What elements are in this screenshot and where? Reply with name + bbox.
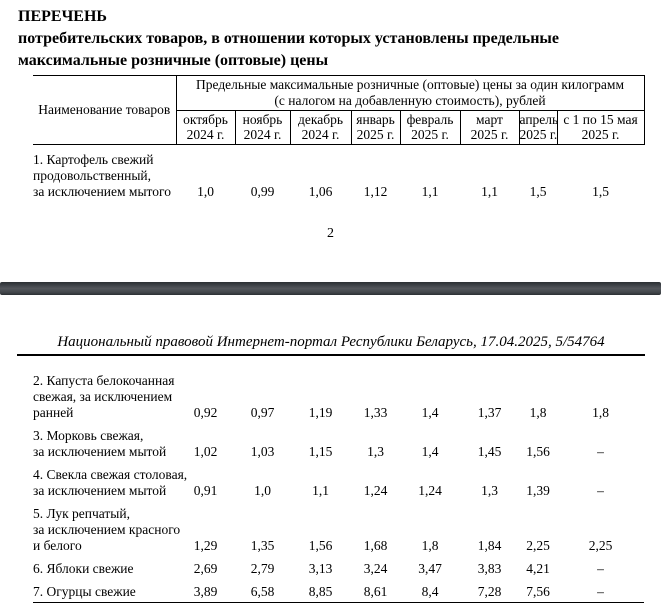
product-name-cell: 2. Капуста белокочанная свежая, за исключением ранней: [33, 373, 175, 420]
price-cell: 8,4: [400, 577, 460, 603]
price-cell: 1,0: [254, 483, 271, 498]
page-number: 2: [327, 226, 334, 241]
price-table-body-page2: [33, 366, 644, 603]
price-cell: –: [597, 561, 604, 576]
price-cell: 1,02: [193, 444, 218, 459]
product-name-cell: 1. Картофель свежий продовольственный, за исключением мытого: [33, 152, 171, 199]
price-cell: 1,8: [421, 538, 439, 553]
page-separator-bar: [0, 282, 661, 295]
month-column-header: март 2025 г.: [460, 111, 519, 145]
price-cell: 1,3: [367, 444, 384, 459]
price-cell: 1,0: [197, 184, 214, 199]
price-cell: 1,03: [250, 444, 275, 459]
title-line-1: ПЕРЕЧЕНЬ: [18, 8, 107, 25]
price-cell: 1,35: [250, 538, 275, 553]
price-cell: 1,1: [481, 184, 498, 199]
month-column-header: с 1 по 15 мая 2025 г.: [557, 111, 644, 145]
title-line-2: потребительских товаров, в отношении которых установлены предельные: [18, 30, 560, 47]
price-cell: –: [557, 577, 644, 603]
price-cell: 2,69: [193, 561, 218, 576]
product-name-cell: 6. Яблоки свежие: [33, 561, 134, 576]
price-cell: 3,13: [308, 561, 333, 576]
price-cell: 1,33: [363, 405, 388, 420]
price-cell: 1,12: [363, 184, 388, 199]
price-table-body-page1: [33, 145, 644, 201]
price-cell: 8,61: [351, 577, 400, 603]
price-cell: 7,28: [460, 577, 519, 603]
document-page-2: [0, 334, 661, 603]
price-cell: 0,92: [193, 405, 218, 420]
month-column-header: октябрь 2024 г.: [176, 111, 235, 145]
table-row: [33, 145, 644, 201]
price-cell: 1,84: [477, 538, 502, 553]
price-cell: 1,5: [529, 184, 547, 199]
price-cell: 1,06: [308, 184, 333, 199]
month-column-header: ноябрь 2024 г.: [235, 111, 290, 145]
price-table-page2: [33, 366, 644, 603]
table-row: [33, 577, 644, 603]
price-cell: 3,47: [418, 561, 442, 576]
product-name-cell: 7. Огурцы свежие: [33, 577, 176, 603]
price-cell: –: [597, 444, 604, 459]
price-cell: 1,24: [418, 483, 442, 498]
price-span-header: [176, 76, 644, 111]
price-cell: 0,99: [250, 184, 275, 199]
price-cell: 2,79: [250, 561, 275, 576]
table-row: [33, 421, 644, 460]
price-table-header: [33, 76, 644, 145]
price-header-line-2: (с налогом на добавленную стоимость), рублей: [274, 93, 546, 108]
price-cell: 2,25: [526, 538, 550, 553]
title-line-3: максимальные розничные (оптовые) цены: [18, 52, 329, 69]
price-cell: 4,21: [526, 561, 550, 576]
portal-header-text: Национальный правовой Интернет-портал Республики Беларусь, 17.04.2025, 5/54764: [57, 334, 605, 350]
price-cell: 1,1: [421, 184, 439, 199]
price-cell: 1,56: [526, 444, 550, 459]
price-cell: 1,29: [193, 538, 218, 553]
document-title: [0, 0, 661, 72]
product-name-cell: 3. Морковь свежая, за исключением мытой: [33, 428, 167, 459]
price-cell: 0,97: [250, 405, 275, 420]
portal-header: [17, 334, 645, 356]
table-row: [33, 499, 644, 554]
price-cell: 2,25: [588, 538, 613, 553]
price-cell: 7,56: [519, 577, 557, 603]
price-cell: 1,1: [312, 483, 329, 498]
price-cell: 1,24: [363, 483, 388, 498]
price-table-page1: [33, 75, 645, 200]
price-cell: 6,58: [235, 577, 290, 603]
price-cell: 1,5: [592, 184, 609, 199]
table-row: [33, 460, 644, 499]
product-name-cell: 5. Лук репчатый, за исключением красного и белого: [33, 506, 181, 553]
price-cell: 1,8: [592, 405, 609, 420]
price-cell: 3,24: [363, 561, 388, 576]
price-cell: 1,4: [421, 444, 439, 459]
price-cell: 8,85: [290, 577, 351, 603]
name-column-header: Наименование товаров: [33, 76, 176, 145]
price-cell: 0,91: [193, 483, 218, 498]
month-column-header: январь 2025 г.: [351, 111, 400, 145]
price-cell: 1,3: [481, 483, 498, 498]
price-cell: 1,15: [308, 444, 333, 459]
price-cell: 1,8: [529, 405, 547, 420]
price-cell: 1,37: [477, 405, 502, 420]
price-cell: 1,45: [477, 444, 502, 459]
price-cell: 1,56: [308, 538, 333, 553]
price-cell: 1,68: [363, 538, 388, 553]
price-cell: 1,19: [308, 405, 333, 420]
product-name-cell: 4. Свекла свежая столовая, за исключением мытой: [33, 467, 188, 498]
table-row: [33, 366, 644, 421]
price-header-line-1: Предельные максимальные розничные (оптовые) цены за один килограмм: [196, 77, 624, 92]
month-column-header: февраль 2025 г.: [400, 111, 460, 145]
price-cell: 1,39: [526, 483, 550, 498]
price-cell: –: [597, 483, 604, 498]
price-cell: 3,89: [176, 577, 235, 603]
price-cell: 1,4: [421, 405, 439, 420]
table-row: [33, 554, 644, 577]
month-column-header: апрель 2025 г.: [519, 111, 557, 145]
month-column-header: декабрь 2024 г.: [290, 111, 351, 145]
price-header-row: [33, 76, 644, 111]
document-page-1: [0, 0, 661, 242]
price-cell: 3,83: [477, 561, 502, 576]
